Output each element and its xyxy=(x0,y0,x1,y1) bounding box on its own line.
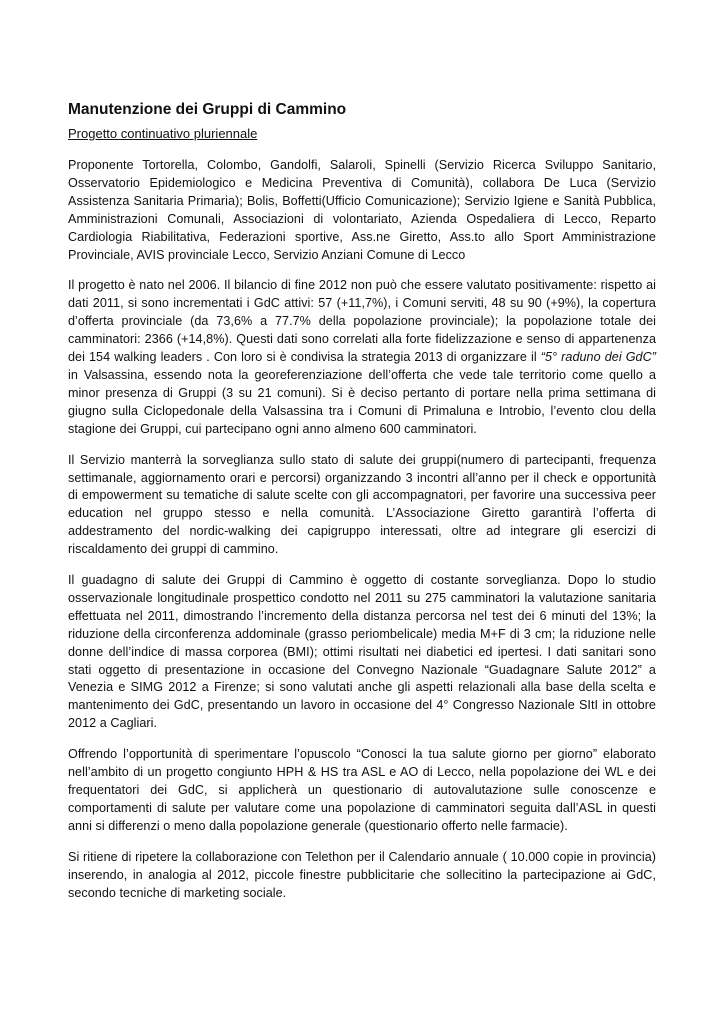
paragraph-telethon: Si ritiene di ripetere la collaborazione con Telethon per il Calendario annuale ( 10.000 copie in provincia) inserendo, in analogia al 2012, piccole finestre pubblicitarie che sollecitino la partecipazione ai GdC, secondo tecniche di marketing sociale. xyxy=(68,849,656,900)
paragraph-health-gain: Il guadagno di salute dei Gruppi di Cammino è oggetto di costante sorveglianza. Dopo lo studio osservazionale longitudinale prospettico condotto nel 2011 su 275 camminatori la valutazione sanitaria effettuata nel 2011, dimostrando l’incremento della distanza percorsa nel test dei 6 minuti del 13%; la riduzione della circonferenza addominale (grasso periombelicale) media M+F di 3 cm; la riduzione nelle donne dell’indice di massa corporea (BMI); ottimi risultati nei diabetici ed ipertesi. I dati sanitari sono stati oggetto di presentazione in occasione del Convegno Nazionale “Guadagnare Salute 2012” a Venezia e SIMG 2012 a Firenze; si sono valutati anche gli aspetti relazionali alla base della scelta e mantenimento dei GdC, presentando un lavoro in occasione del 4° Congresso Nazionale SItI in ottobre 2012 a Cagliari. xyxy=(68,573,656,731)
document-subtitle: Progetto continuativo pluriennale xyxy=(68,126,258,141)
paragraph-project-history xyxy=(68,277,656,438)
document-page xyxy=(68,100,656,915)
paragraph-text: Il progetto è nato nel 2006. Il bilancio di fine 2012 non può che essere valutato positivamente: rispetto ai dati 2011, si sono incrementati i GdC attivi: 57 (+11,7%), i Comuni serviti, 48 su 90 (+9%), la copertura d’offerta provinciale (da 73,6% a 77.7% della popolazione provinciale); la popolazione totale dei camminatori: 2366 (+14,8%). Questi dati sono correlati alla forte fidelizzazione e senso di appartenenza dei 154 walking leaders . Con loro si è condivisa la strategia 2013 di organizzare il xyxy=(68,278,656,365)
paragraph-booklet: Offrendo l’opportunità di sperimentare l’opuscolo “Conosci la tua salute giorno per giorno” elaborato nell’ambito di un progetto congiunto HPH & HS tra ASL e AO di Lecco, nella popolazione dei WL e dei frequentatori dei GdC, si applicherà un questionario di autovalutazione sulle conoscenze e comportamenti di salute per valutare come una popolazione di camminatori seguita dall’ASL in questi anni si differenzi o meno dalla popolazione generale (questionario offerto nelle farmacie). xyxy=(68,747,656,833)
document-title: Manutenzione dei Gruppi di Cammino xyxy=(68,101,347,118)
paragraph-proponents: Proponente Tortorella, Colombo, Gandolfi, Salaroli, Spinelli (Servizio Ricerca Sviluppo Sanitario, Osservatorio Epidemiologico e Medicina Preventiva di Comunità), collabora De Luca (Servizio Assistenza Sanitaria Primaria); Bolis, Boffetti(Ufficio Comunicazione); Servizio Igiene e Sanità Pubblica, Amministrazioni Comunali, Associazioni di volontariato, Azienda Ospedaliera di Lecco, Reparto Cardiologia Riabilitativa, Federazioni sportive, Ass.ne Giretto, Ass.to allo Sport Amministrazione Provinciale, AVIS provinciale Lecco, Servizio Anziani Comune di Lecco xyxy=(68,158,656,262)
paragraph-surveillance: Il Servizio manterrà la sorveglianza sullo stato di salute dei gruppi(numero di partecipanti, frequenza settimanale, aggiornamento orari e percorsi) organizzando 3 incontri all’anno per il check e opportunità di empowerment su tematiche di salute scelte con gli accompagnatori, per favorire una successiva peer education nel gruppo stesso e nella comunità. L’Associazione Giretto garantirà l’offerta di addestramento del nordic-walking dei capigruppo interessati, oltre ad integrare gli esercizi di riscaldamento dei gruppi di cammino. xyxy=(68,452,656,557)
event-name-emphasis: “5° raduno dei GdC” xyxy=(540,350,656,365)
paragraph-text: in Valsassina, essendo nota la georeferenziazione dell’offerta che vede tale territorio come quello a minor presenza di Gruppi (3 su 21 comuni). Si è deciso pertanto di portare nella prima settimana di giugno sulla Ciclopedonale della Valsassina tra i Comuni di Primaluna e Introbio, l’evento clou della stagione dei Gruppi, cui partecipano ogni anno almeno 600 camminatori. xyxy=(68,367,656,436)
